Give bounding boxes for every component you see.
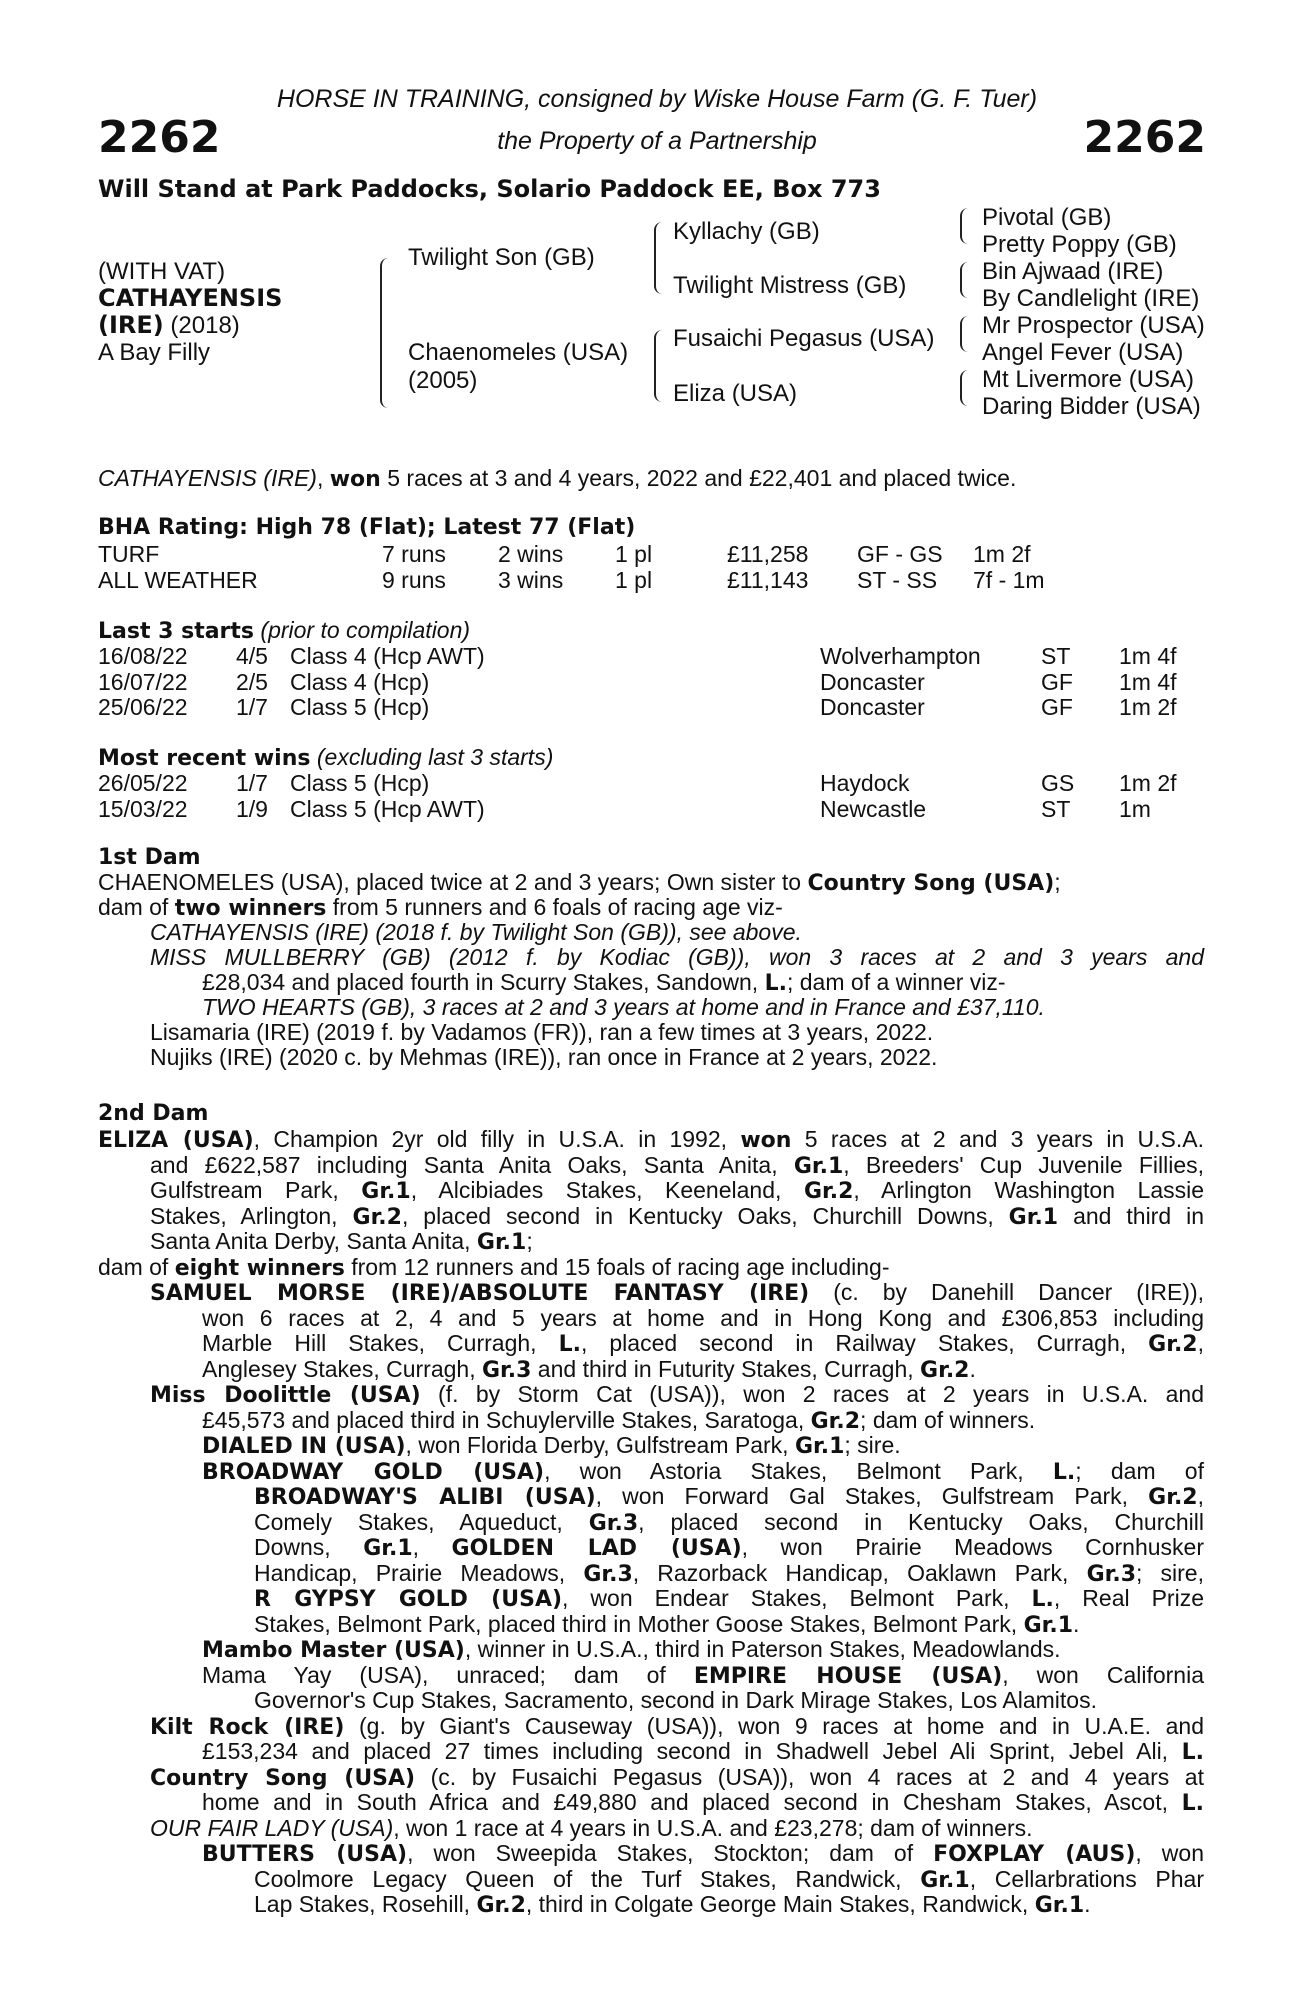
pedigree-dam-dam: Eliza (USA): [673, 380, 798, 407]
last3-race: Class 4 (Hcp AWT): [290, 643, 485, 669]
second-dam-text: Anglesey Stakes, Curragh,: [202, 1355, 482, 1382]
first-dam-winners: two winners: [174, 896, 327, 921]
second-dam-text: and third in Futurity Stakes, Curragh,: [531, 1355, 921, 1382]
first-dam-text: dam of: [98, 894, 175, 920]
second-dam-text: Mambo Master (USA): [202, 1638, 465, 1663]
pedigree-brace-2: [960, 262, 968, 298]
second-dam-text: R GYPSY GOLD (USA): [254, 1587, 563, 1612]
pedigree-dam-sire: Fusaichi Pegasus (USA): [673, 325, 935, 352]
second-dam-text: 5 races at 2 and 3 years in U.S.A.: [791, 1126, 1205, 1152]
second-dam-text: Governor's Cup Stakes, Sacramento, second in Dark Mirage Stakes, Los Alamitos.: [254, 1687, 1097, 1713]
last3-race: Class 4 (Hcp): [290, 668, 430, 695]
last3-dist: 1m 4f: [1119, 668, 1177, 695]
second-dam-text: (g. by Giant's Causeway (USA)), won 9 races at home and in U.A.E. and: [344, 1712, 1204, 1739]
second-dam-text: BROADWAY'S ALIBI (USA): [254, 1485, 596, 1510]
pedigree-brace-3: [960, 316, 968, 352]
second-dam-text: , placed second in Kentucky Oaks, Churchill: [638, 1508, 1204, 1535]
second-dam-text: BROADWAY GOLD (USA): [202, 1459, 545, 1485]
second-dam-text: , Champion 2yr old filly in U.S.A. in 1992,: [253, 1126, 741, 1152]
second-dam-text: eight winners: [174, 1255, 345, 1281]
recent-dist: 1m 2f: [1119, 770, 1177, 796]
second-dam-text: ;: [526, 1228, 533, 1254]
last3-heading-line: [98, 617, 470, 644]
second-dam-text: won 6 races at 2, 4 and 5 years at home and in Hong Kong and £306,853 including: [202, 1304, 1204, 1331]
property-line: the Property of a Partnership: [497, 127, 817, 155]
second-dam-text: ,: [412, 1534, 452, 1560]
rating-runs: 9 runs: [382, 567, 446, 593]
second-dam-text: dam of: [98, 1253, 175, 1280]
last3-dist: 1m 4f: [1119, 643, 1177, 669]
last3-course: Doncaster: [820, 694, 925, 720]
pedigree-sdd: By Candlelight (IRE): [982, 285, 1200, 312]
second-dam-text: , placed second in Kentucky Oaks, Churchill Downs,: [401, 1202, 1009, 1229]
second-dam-text: EMPIRE HOUSE (USA): [693, 1663, 1003, 1689]
second-dam-text: L.: [1031, 1587, 1054, 1612]
second-dam-line: [98, 1255, 1204, 1281]
second-dam-text: L.: [558, 1332, 581, 1357]
second-dam-line: [254, 1612, 1204, 1638]
second-dam-text: ; dam of: [1075, 1457, 1204, 1484]
second-dam-heading: 2nd Dam: [98, 1101, 209, 1126]
second-dam-line: [254, 1867, 1204, 1893]
second-dam-text: , won 1 race at 4 years in U.S.A. and £23,278; dam of winners.: [393, 1814, 1033, 1841]
first-dam-sister: Country Song (USA): [807, 871, 1055, 896]
second-dam-text: ; dam of winners.: [860, 1406, 1036, 1433]
recent-dist: 1m: [1119, 795, 1151, 822]
second-dam-text: ; sire.: [844, 1432, 901, 1458]
first-dam-line-6: TWO HEARTS (GB), 3 races at 2 and 3 years at home and in France and £37,110.: [202, 994, 1045, 1020]
second-dam-line: [202, 1790, 1204, 1816]
first-dam-text: from 5 runners and 6 foals of racing age viz-: [326, 894, 783, 920]
horse-year: (2018): [163, 312, 240, 339]
rating-surface: ALL WEATHER: [98, 567, 258, 593]
lot-number-right: 2262: [1083, 112, 1206, 163]
recent-going: GS: [1041, 770, 1075, 796]
second-dam-line: [254, 1484, 1204, 1510]
recent-heading: Most recent wins: [98, 746, 311, 771]
rating-dist: 1m 2f: [973, 541, 1031, 567]
pedigree-brace-1: [960, 208, 968, 244]
second-dam-text: , Real Prize: [1053, 1585, 1204, 1611]
second-dam-text: Gr.1: [793, 1153, 844, 1179]
rating-wins: 2 wins: [498, 541, 564, 567]
recent-pos: 1/9: [236, 795, 268, 822]
pedigree-dam: Chaenomeles (USA): [408, 339, 629, 366]
pedigree-dam-year: (2005): [408, 367, 478, 394]
first-dam-line-2: [98, 895, 1204, 921]
second-dam-text: , Breeders' Cup Juvenile Fillies,: [843, 1151, 1204, 1178]
second-dam-line: [202, 1459, 1204, 1485]
summary-name: CATHAYENSIS (IRE): [98, 465, 317, 491]
second-dam-text: Downs,: [254, 1534, 364, 1560]
second-dam-text: (c. by Danehill Dancer (IRE)),: [809, 1279, 1204, 1305]
second-dam-line: [202, 1663, 1204, 1689]
second-dam-text: Gr.2: [803, 1179, 854, 1204]
second-dam-line: [254, 1586, 1204, 1612]
second-dam-text: , won Prairie Meadows Cornhusker: [741, 1534, 1204, 1560]
first-dam-line-1: [98, 870, 1204, 896]
second-dam-text: Handicap, Prairie Meadows,: [254, 1559, 584, 1586]
pedigree-brace-dam: [654, 330, 663, 402]
second-dam-text: Gulfstream Park,: [150, 1177, 362, 1203]
second-dam-text: Gr.1: [361, 1179, 411, 1204]
first-dam-listed: L.: [764, 971, 787, 996]
pedigree-sire: Twilight Son (GB): [408, 244, 595, 271]
second-dam-text: , won Florida Derby, Gulfstream Park,: [405, 1432, 795, 1458]
second-dam-text: Miss Doolittle (USA): [150, 1383, 421, 1408]
recent-course: Haydock: [820, 770, 910, 796]
last3-note: (prior to compilation): [254, 617, 471, 643]
second-dam-text: and £622,587 including Santa Anita Oaks, Santa Anita,: [150, 1151, 794, 1178]
rating-dist: 7f - 1m: [973, 567, 1045, 593]
second-dam-text: , Alcibiades Stakes, Keeneland,: [410, 1177, 804, 1203]
second-dam-text: GOLDEN LAD (USA): [451, 1536, 742, 1561]
second-dam-text: , won California: [1002, 1661, 1204, 1688]
rating-wins: 3 wins: [498, 567, 564, 593]
second-dam-text: Marble Hill Stakes, Curragh,: [202, 1330, 559, 1356]
second-dam-text: home and in South Africa and £49,880 and placed second in Chesham Stakes, Ascot,: [202, 1789, 1182, 1815]
vat-note: (WITH VAT): [98, 258, 226, 285]
pedigree-sds: Bin Ajwaad (IRE): [982, 258, 1164, 285]
second-dam-line: [150, 1714, 1204, 1740]
pedigree-sire-sire: Kyllachy (GB): [673, 218, 820, 245]
second-dam-line: [254, 1561, 1204, 1587]
second-dam-text: ,: [1197, 1483, 1204, 1509]
pedigree-ssd: Pretty Poppy (GB): [982, 231, 1177, 258]
second-dam-text: Gr.2: [476, 1893, 526, 1918]
second-dam-text: , Razorback Handicap, Oaklawn Park,: [632, 1559, 1087, 1586]
second-dam-line: [150, 1204, 1204, 1230]
rating-going: GF - GS: [857, 541, 943, 567]
second-dam-text: , won Endear Stakes, Belmont Park,: [562, 1585, 1032, 1611]
second-dam-text: Stakes, Belmont Park, placed third in Mother Goose Stakes, Belmont Park,: [254, 1610, 1024, 1637]
second-dam-text: Mama Yay (USA), unraced; dam of: [202, 1661, 694, 1688]
second-dam-text: won: [740, 1128, 792, 1153]
second-dam-text: , won Forward Gal Stakes, Gulfstream Park,: [595, 1483, 1149, 1509]
second-dam-text: Coolmore Legacy Queen of the Turf Stakes, Randwick,: [254, 1865, 921, 1892]
horse-country: (IRE): [98, 311, 164, 339]
second-dam-text: and third in: [1058, 1202, 1204, 1229]
second-dam-line: [150, 1229, 1204, 1255]
second-dam-line: [254, 1892, 1204, 1918]
rating-prize: £11,258: [727, 541, 809, 567]
recent-heading-line: [98, 744, 553, 771]
second-dam-text: Gr.2: [920, 1357, 970, 1383]
pedigree-brace-4: [960, 370, 968, 406]
first-dam-heading: 1st Dam: [98, 845, 201, 870]
second-dam-text: Kilt Rock (IRE): [150, 1714, 345, 1740]
pedigree-brace-main: [380, 258, 390, 408]
second-dam-text: Stakes, Arlington,: [150, 1202, 353, 1229]
second-dam-line: [150, 1153, 1204, 1179]
second-dam-text: Gr.1: [1023, 1612, 1074, 1638]
horse-name: CATHAYENSIS: [98, 284, 283, 312]
rating-going: ST - SS: [857, 567, 938, 593]
second-dam-text: Gr.3: [588, 1510, 639, 1536]
last3-going: GF: [1041, 694, 1073, 720]
pedigree-dds: Mt Livermore (USA): [982, 366, 1195, 393]
stand-location: Will Stand at Park Paddocks, Solario Paddock EE, Box 773: [98, 175, 881, 203]
first-dam-text: ; dam of a winner viz-: [786, 969, 1006, 995]
second-dam-text: , winner in U.S.A., third in Paterson Stakes, Meadowlands.: [464, 1636, 1061, 1662]
bha-rating-heading: BHA Rating: High 78 (Flat); Latest 77 (Flat): [98, 515, 636, 540]
second-dam-text: BUTTERS (USA): [202, 1842, 408, 1867]
second-dam-text: Comely Stakes, Aqueduct,: [254, 1508, 589, 1535]
second-dam-line: [254, 1688, 1204, 1713]
first-dam-line-8: Nujiks (IRE) (2020 c. by Mehmas (IRE)), ran once in France at 2 years, 2022.: [150, 1044, 938, 1070]
last3-course: Doncaster: [820, 668, 925, 695]
pedigree-sss: Pivotal (GB): [982, 204, 1112, 231]
last3-pos: 1/7: [236, 694, 268, 720]
last3-heading: Last 3 starts: [98, 619, 255, 644]
second-dam-line: [202, 1306, 1204, 1331]
second-dam-line: [150, 1765, 1204, 1791]
last3-course: Wolverhampton: [820, 643, 981, 669]
rating-pl: 1 pl: [615, 541, 653, 567]
summary-rest: 5 races at 3 and 4 years, 2022 and £22,401 and placed twice.: [380, 465, 1017, 491]
second-dam-text: Gr.2: [1148, 1332, 1198, 1357]
second-dam-text: from 12 runners and 15 foals of racing age including-: [344, 1253, 890, 1280]
second-dam-text: OUR FAIR LADY (USA): [150, 1814, 394, 1841]
second-dam-line: [202, 1433, 1204, 1459]
first-dam-line-4: MISS MULLBERRY (GB) (2012 f. by Kodiac (GB)), won 3 races at 2 and 3 years and: [150, 944, 1204, 970]
second-dam-text: Gr.2: [352, 1204, 402, 1230]
recent-date: 15/03/22: [98, 795, 188, 822]
first-dam-punct: ;: [1054, 869, 1061, 895]
second-dam-text: £45,573 and placed third in Schuylerville Stakes, Saratoga,: [202, 1406, 811, 1433]
recent-course: Newcastle: [820, 795, 927, 822]
second-dam-text: (f. by Storm Cat (USA)), won 2 races at 2 years in U.S.A. and: [420, 1381, 1204, 1407]
second-dam-line: [150, 1816, 1204, 1841]
first-dam-line-3: CATHAYENSIS (IRE) (2018 f. by Twilight Son (GB)), see above.: [150, 919, 802, 945]
second-dam-line: [202, 1331, 1204, 1357]
second-dam-text: (c. by Fusaichi Pegasus (USA)), won 4 races at 2 and 4 years at: [415, 1763, 1204, 1790]
first-dam-text: CHAENOMELES (USA), placed twice at 2 and 3 years; Own sister to: [98, 869, 808, 895]
second-dam-text: .: [1084, 1891, 1091, 1917]
second-dam-text: Lap Stakes, Rosehill,: [254, 1891, 477, 1917]
lot-number-left: 2262: [98, 112, 221, 163]
race-summary: CATHAYENSIS (IRE), won 5 races at 3 and 4 years, 2022 and £22,401 and placed twice.: [98, 465, 1017, 492]
second-dam-text: £153,234 and placed 27 times including second in Shadwell Jebel Ali Sprint, Jebel Ali,: [202, 1738, 1182, 1764]
second-dam-line: [254, 1510, 1204, 1536]
pedigree-dsd: Angel Fever (USA): [982, 339, 1184, 366]
first-dam-line-7: Lisamaria (IRE) (2019 f. by Vadamos (FR)), ran a few times at 3 years, 2022.: [150, 1019, 934, 1045]
second-dam-line: [202, 1841, 1204, 1867]
last3-going: ST: [1041, 643, 1071, 669]
second-dam-text: Country Song (USA): [150, 1765, 416, 1791]
second-dam-text: Gr.1: [920, 1867, 970, 1893]
rating-pl: 1 pl: [615, 567, 653, 593]
second-dam-text: Gr.3: [481, 1357, 532, 1383]
second-dam-text: Gr.1: [1008, 1204, 1059, 1230]
last3-pos: 4/5: [236, 643, 268, 669]
second-dam-text: .: [1073, 1610, 1080, 1637]
pedigree-dss: Mr Prospector (USA): [982, 312, 1205, 339]
second-dam-line: [202, 1357, 1204, 1383]
pedigree-sire-dam: Twilight Mistress (GB): [673, 272, 907, 299]
last3-pos: 2/5: [236, 668, 268, 695]
recent-race: Class 5 (Hcp AWT): [290, 795, 485, 822]
second-dam-text: , Cellarbrations Phar: [969, 1865, 1204, 1892]
horse-description: A Bay Filly: [98, 339, 211, 366]
first-dam-line-5: [202, 970, 1204, 996]
last3-date: 16/08/22: [98, 643, 188, 669]
second-dam-line: [150, 1280, 1204, 1306]
summary-won: won: [329, 467, 381, 492]
second-dam-text: , placed second in Railway Stakes, Curragh,: [580, 1330, 1149, 1356]
second-dam-text: , won Astoria Stakes, Belmont Park,: [544, 1457, 1053, 1484]
recent-going: ST: [1041, 795, 1071, 822]
second-dam-text: Gr.3: [1086, 1561, 1136, 1587]
first-dam-text: £28,034 and placed fourth in Scurry Stakes, Sandown,: [202, 969, 765, 995]
second-dam-line: [202, 1739, 1204, 1765]
second-dam-text: DIALED IN (USA): [202, 1434, 406, 1459]
pedigree-ddd: Daring Bidder (USA): [982, 393, 1201, 420]
second-dam-text: L.: [1052, 1459, 1076, 1485]
second-dam-text: Gr.2: [810, 1408, 861, 1434]
second-dam-text: Gr.3: [583, 1561, 633, 1587]
second-dam-text: ELIZA (USA): [98, 1128, 254, 1153]
last3-dist: 1m 2f: [1119, 694, 1177, 720]
recent-race: Class 5 (Hcp): [290, 770, 430, 796]
rating-runs: 7 runs: [382, 541, 446, 567]
second-dam-text: Gr.1: [794, 1434, 845, 1459]
second-dam-text: L.: [1181, 1740, 1204, 1765]
second-dam-text: Gr.2: [1148, 1485, 1198, 1510]
recent-pos: 1/7: [236, 770, 268, 796]
second-dam-text: Gr.1: [363, 1536, 413, 1561]
second-dam-text: L.: [1181, 1791, 1204, 1816]
second-dam-text: Gr.1: [1034, 1893, 1085, 1918]
second-dam-text: Santa Anita Derby, Santa Anita,: [150, 1228, 477, 1254]
second-dam-text: SAMUEL MORSE (IRE)/ABSOLUTE FANTASY (IRE): [150, 1281, 810, 1306]
rating-prize: £11,143: [727, 567, 809, 593]
second-dam-line: [202, 1637, 1204, 1663]
recent-note: (excluding last 3 starts): [310, 744, 554, 770]
second-dam-text: ; sire,: [1136, 1559, 1204, 1586]
consignor-line: HORSE IN TRAINING, consigned by Wiske House Farm (G. F. Tuer): [276, 85, 1038, 113]
second-dam-line: [202, 1408, 1204, 1434]
last3-date: 25/06/22: [98, 694, 188, 720]
second-dam-text: , Arlington Washington Lassie: [853, 1177, 1205, 1203]
recent-date: 26/05/22: [98, 770, 188, 796]
rating-surface: TURF: [98, 541, 160, 567]
second-dam-line: [150, 1178, 1204, 1204]
second-dam-text: ,: [1197, 1330, 1204, 1356]
second-dam-text: .: [969, 1355, 976, 1382]
last3-going: GF: [1041, 668, 1073, 695]
second-dam-line: [254, 1535, 1204, 1561]
second-dam-text: , third in Colgate George Main Stakes, Randwick,: [525, 1891, 1035, 1917]
second-dam-text: Gr.1: [476, 1230, 527, 1255]
second-dam-line: [150, 1382, 1204, 1408]
last3-race: Class 5 (Hcp): [290, 694, 430, 720]
second-dam-text: , won Sweepida Stakes, Stockton; dam of: [407, 1840, 934, 1866]
second-dam-text: , won: [1135, 1840, 1204, 1866]
pedigree-brace-sire: [654, 222, 663, 294]
second-dam-text: FOXPLAY (AUS): [933, 1842, 1136, 1867]
last3-date: 16/07/22: [98, 668, 188, 695]
horse-origin-year: [98, 311, 240, 340]
second-dam-line: [98, 1127, 1204, 1153]
